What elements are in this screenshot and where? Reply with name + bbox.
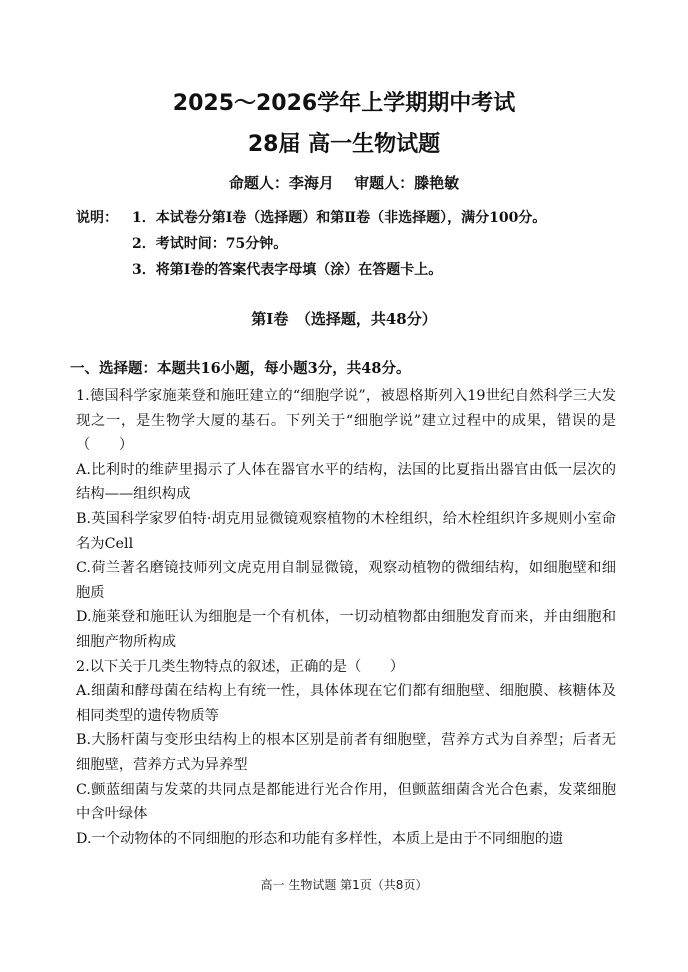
question-option: B.英国科学家罗伯特·胡克用显微镜观察植物的木栓组织，给木栓组织许多规则小室命名为Cell xyxy=(76,510,616,552)
question-option: D.一个动物体的不同细胞的形态和功能有多样性，本质上是由于不同细胞的遗 xyxy=(76,830,564,847)
instruction-item: 3．将第Ⅰ卷的答案代表字母填（涂）在答题卡上。 xyxy=(132,262,443,278)
part-heading: 一、选择题：本题共16小题，每小题3分，共48分。 xyxy=(70,360,411,377)
question-stem: 1.德国科学家施莱登和施旺建立的“细胞学说”，被恩格斯列入19世纪自然科学三大发现之一，是生物学大厦的基石。下列关于“细胞学说”建立过程中的成果，错误的是（ ） xyxy=(76,388,616,454)
page-footer: 高一 生物试题 第1页（共8页） xyxy=(260,878,428,892)
exam-title: 2025～2026学年上学期期中考试 xyxy=(172,91,516,116)
instructions-label: 说明： xyxy=(76,210,118,226)
authors-line: 命题人：李海月 审题人：滕艳敏 xyxy=(228,174,460,192)
section-title: 第Ⅰ卷 （选择题，共48分） xyxy=(251,310,437,328)
question-option: C.荷兰著名磨镜技师列文虎克用自制显微镜，观察动植物的微细结构，如细胞壁和细胞质 xyxy=(76,560,616,601)
question-option: A.细菌和酵母菌在结构上有统一性，具体体现在它们都有细胞壁、细胞膜、核糖体及相同类型的遗传物质等 xyxy=(76,683,616,724)
question-option: D.施莱登和施旺认为细胞是一个有机体，一切动植物都由细胞发育而来，并由细胞和细胞产物所构成 xyxy=(76,609,616,650)
instruction-item: 2．考试时间：75分钟。 xyxy=(132,236,288,252)
question-option: B.大肠杆菌与变形虫结构上的根本区别是前者有细胞壁，营养方式为自养型；后者无细胞壁，营养方式为异养型 xyxy=(76,732,616,773)
question-option: A.比利时的维萨里揭示了人体在器官水平的结构，法国的比夏指出器官由低一层次的结构——组织构成 xyxy=(76,461,616,503)
questions-body xyxy=(76,384,616,851)
instructions xyxy=(76,205,636,283)
question-stem: 2.以下关于几类生物特点的叙述，正确的是（ ） xyxy=(76,658,405,675)
instruction-item: 1．本试卷分第Ⅰ卷（选择题）和第Ⅱ卷（非选择题），满分100分。 xyxy=(132,210,547,226)
exam-subtitle: 28届 高一生物试题 xyxy=(247,132,441,157)
question-option: C.颤蓝细菌与发菜的共同点是都能进行光合作用，但颤蓝细菌含光合色素，发菜细胞中含叶绿体 xyxy=(76,781,616,823)
